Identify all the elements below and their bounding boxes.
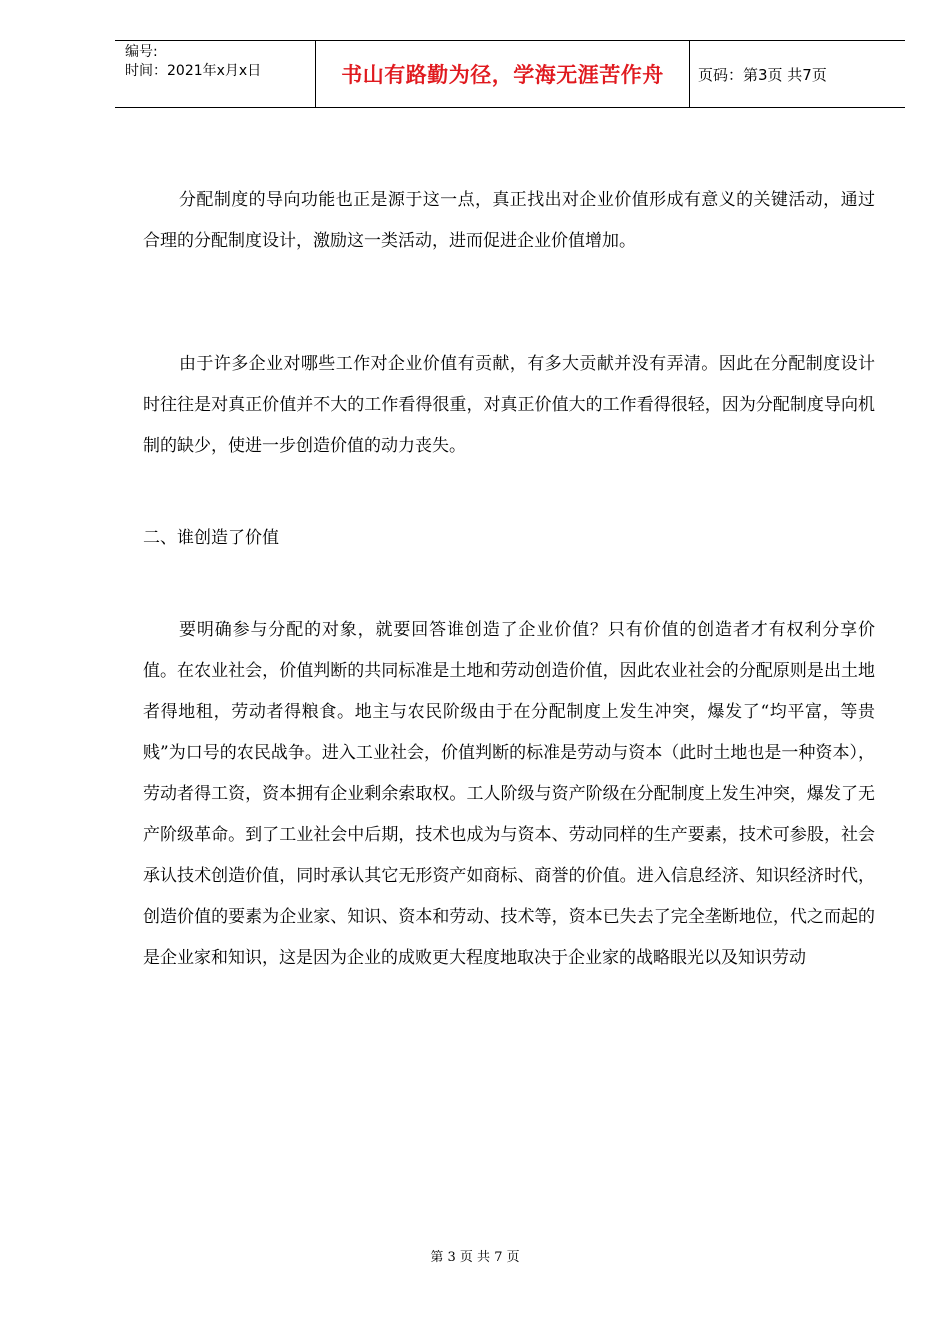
- section-heading: 二、谁创造了价值: [143, 528, 279, 548]
- paragraph-spacer: [143, 262, 875, 344]
- paragraph-spacer: [143, 467, 875, 518]
- document-number-label: 编号:: [125, 44, 158, 60]
- paragraph-spacer: [143, 559, 875, 610]
- document-time-label: 时间：2021年x月x日: [125, 63, 262, 79]
- page-footer: 第 3 页 共 7 页: [430, 1250, 520, 1265]
- header-motto: 书山有路勤为径，学海无涯苦作舟: [316, 41, 690, 107]
- header-meta-cell: [115, 41, 316, 107]
- page-header: [115, 40, 905, 108]
- header-page-number: 页码：第3页 共7页: [698, 65, 827, 84]
- document-body: [143, 180, 875, 979]
- paragraph-2: 由于许多企业对哪些工作对企业价值有贡献，有多大贡献并没有弄清。因此在分配制度设计时往往是对真正价值并不大的工作看得很重，对真正价值大的工作看得很轻，因为分配制度导向机制的缺少，使进一步创造价值的动力丧失。: [143, 354, 875, 456]
- paragraph-1: 分配制度的导向功能也正是源于这一点，真正找出对企业价值形成有意义的关键活动，通过合理的分配制度设计，激励这一类活动，进而促进企业价值增加。: [143, 190, 875, 251]
- paragraph-3: 要明确参与分配的对象，就要回答谁创造了企业价值？只有价值的创造者才有权利分享价值。在农业社会，价值判断的共同标准是土地和劳动创造价值，因此农业社会的分配原则是出土地者得地租，劳动者得粮食。地主与农民阶级由于在分配制度上发生冲突，爆发了“均平富，等贵贱”为口号的农民战争。进入工业社会，价值判断的标准是劳动与资本（此时土地也是一种资本），劳动者得工资，资本拥有企业剩余索取权。工人阶级与资产阶级在分配制度上发生冲突，爆发了无产阶级革命。到了工业社会中后期，技术也成为与资本、劳动同样的生产要素，技术可参股，社会承认技术创造价值，同时承认其它无形资产如商标、商誉的价值。进入信息经济、知识经济时代，创造价值的要素为企业家、知识、资本和劳动、技术等，资本已失去了完全垄断地位，代之而起的是企业家和知识，这是因为企业的成败更大程度地取决于企业家的战略眼光以及知识劳动: [143, 620, 875, 968]
